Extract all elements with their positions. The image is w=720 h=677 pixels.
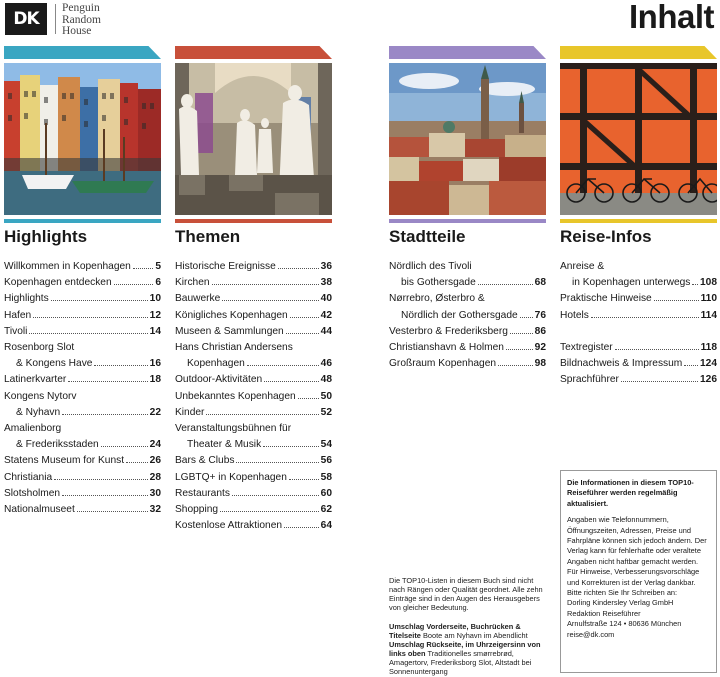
toc-entry[interactable]: [175, 502, 332, 518]
toc-entry-title: Hotels: [560, 309, 589, 321]
toc-entry-title: LGBTQ+ in Kopenhagen: [175, 471, 287, 483]
leader-dots: [114, 284, 154, 285]
leader-dots: [29, 333, 147, 334]
leader-dots: [33, 317, 147, 318]
toc-entry[interactable]: [560, 308, 717, 324]
toc-entry[interactable]: [175, 405, 332, 421]
top10-note: Die TOP10-Listen in diesem Buch sind nicht nach Rängen oder Qualität geordnet. Alle zehn Einträge sind in den Augen des Herausgebers von gleicher Bedeutung.: [389, 576, 543, 612]
toc-entry-title: Nationalmuseet: [4, 504, 75, 516]
toc-page-number: 32: [149, 504, 161, 516]
infobox-address-line: Dorling Kindersley Verlag GmbH: [567, 598, 674, 608]
leader-dots: [684, 365, 698, 366]
toc-list: [4, 259, 161, 518]
toc-list: [389, 259, 546, 372]
section-underline: [175, 219, 332, 223]
toc-page-number: 98: [534, 358, 546, 370]
toc-page-number: 48: [320, 374, 332, 386]
leader-dots: [220, 511, 319, 512]
leader-dots: [264, 381, 318, 382]
toc-entry[interactable]: [175, 421, 332, 453]
toc-entry[interactable]: [389, 340, 546, 356]
leader-dots: [284, 527, 319, 528]
toc-entry[interactable]: [4, 470, 161, 486]
toc-entry[interactable]: [389, 259, 546, 291]
toc-entry-title: Slotsholmen: [4, 487, 61, 499]
toc-entry-title: & Nyhavn: [16, 406, 61, 418]
toc-entry-title: Theater & Musik: [187, 439, 262, 451]
leader-dots: [298, 398, 319, 399]
toc-entry[interactable]: [175, 486, 332, 502]
toc-entry[interactable]: [560, 291, 717, 307]
leader-dots: [101, 446, 148, 447]
toc-page-number: 118: [700, 341, 717, 353]
cover-bold-2: Umschlag Rückseite, im Uhrzeigersinn von links oben: [389, 640, 541, 658]
toc-entry[interactable]: [175, 470, 332, 486]
toc-entry-title: Unbekanntes Kopenhagen: [175, 390, 296, 402]
toc-entry-title: Hans Christian Andersens: [175, 342, 293, 354]
toc-entry[interactable]: [560, 340, 717, 356]
section-title: Reise-Infos: [560, 227, 652, 246]
toc-entry[interactable]: [389, 356, 546, 372]
section-title: Stadtteile: [389, 227, 466, 246]
section-stadtteile: [389, 46, 546, 372]
photo-rooftops: [389, 63, 546, 215]
toc-entry-title: Outdoor-Aktivitäten: [175, 374, 263, 386]
photo-bicycles: [560, 63, 717, 215]
toc-entry[interactable]: [175, 372, 332, 388]
toc-page-number: 24: [149, 439, 161, 451]
logo-divider: [55, 4, 56, 34]
toc-entry[interactable]: [175, 324, 332, 340]
leader-dots: [51, 300, 148, 301]
toc-entry-title: in Kopenhagen unterwegs: [572, 277, 691, 289]
leader-dots: [498, 365, 533, 366]
toc-entry-title: Bauwerke: [175, 293, 221, 305]
section-themen: [175, 46, 332, 534]
toc-entry-title: Anreise &: [560, 261, 605, 272]
toc-page-number: 42: [320, 309, 332, 321]
toc-entry-title: Kostenlose Attraktionen: [175, 520, 283, 532]
leader-dots: [222, 300, 318, 301]
toc-entry-title: Nørrebro, Østerbro &: [389, 293, 485, 305]
toc-entry-title: Tivoli: [4, 325, 28, 337]
toc-entry[interactable]: [4, 275, 161, 291]
toc-page-number: 30: [149, 487, 161, 499]
toc-entry-title: Museen & Sammlungen: [175, 325, 284, 337]
leader-dots: [510, 333, 533, 334]
leader-dots: [654, 300, 699, 301]
leader-dots: [212, 284, 319, 285]
toc-entry[interactable]: [4, 486, 161, 502]
publisher-line: Penguin: [62, 2, 100, 14]
toc-entry[interactable]: [4, 421, 161, 453]
toc-entry[interactable]: [560, 356, 717, 372]
toc-page-number: 6: [155, 277, 161, 289]
section-tab: [175, 46, 332, 59]
toc-page-number: 14: [149, 325, 161, 337]
page-title: Inhalt: [629, 0, 714, 35]
cover-credits: [389, 622, 549, 676]
section-title: Highlights: [4, 227, 88, 246]
section-reise-infos: [560, 46, 717, 388]
toc-page-number: 68: [534, 277, 546, 289]
toc-page-number: 36: [320, 261, 332, 272]
cover-text-2: Traditionelles smørrebrød, Amagertorv, Frederiksborg Slot, Altstadt bei Sonnenuntergang: [389, 649, 532, 676]
toc-entry-title: Restaurants: [175, 487, 230, 499]
toc-entry[interactable]: [4, 372, 161, 388]
leader-dots: [520, 317, 533, 318]
toc-page-number: 58: [320, 471, 332, 483]
toc-page-number: 126: [700, 374, 717, 386]
toc-page-number: 5: [155, 261, 161, 272]
toc-entry[interactable]: [4, 389, 161, 421]
toc-page-number: 10: [149, 293, 161, 305]
leader-dots: [290, 317, 319, 318]
toc-entry-title: Kongens Nytorv: [4, 390, 77, 402]
section-highlights: [4, 46, 161, 518]
section-underline: [560, 219, 717, 223]
toc-list: [175, 259, 332, 534]
leader-dots: [286, 333, 319, 334]
leader-dots: [478, 284, 533, 285]
toc-page-number: 60: [320, 487, 332, 499]
toc-entry[interactable]: [389, 324, 546, 340]
toc-page-number: 38: [320, 277, 332, 289]
leader-dots: [263, 446, 318, 447]
toc-entry[interactable]: [175, 275, 332, 291]
toc-entry[interactable]: [4, 340, 161, 372]
cover-bold-1: Umschlag Vorderseite, Buchrücken & Titelseite: [389, 622, 521, 640]
photo-nyhavn: [4, 63, 161, 215]
infobox-heading: Die Informationen in diesem TOP10-Reiseführer werden regelmäßig aktualisiert.: [567, 478, 694, 508]
toc-page-number: 18: [149, 374, 161, 386]
infobox-address-line: Redaktion Reiseführer: [567, 608, 641, 618]
toc-entry-title: Christianshavn & Holmen: [389, 342, 504, 354]
leader-dots: [278, 268, 319, 269]
toc-entry-title: Königliches Kopenhagen: [175, 309, 288, 321]
toc-entry-title: Shopping: [175, 504, 219, 516]
toc-entry-title: Highlights: [4, 293, 49, 305]
toc-entry[interactable]: [560, 259, 717, 291]
toc-page-number: 26: [149, 455, 161, 467]
toc-entry-title: Sprachführer: [560, 374, 619, 386]
leader-dots: [692, 284, 698, 285]
section-underline: [389, 219, 546, 223]
leader-dots: [77, 511, 148, 512]
toc-entry-title: Kinder: [175, 406, 205, 418]
toc-page-number: 16: [149, 358, 161, 370]
toc-page-number: 54: [320, 439, 332, 451]
leader-dots: [506, 349, 533, 350]
toc-entry[interactable]: [4, 291, 161, 307]
toc-page-number: 86: [534, 325, 546, 337]
toc-page-number: 28: [149, 471, 161, 483]
toc-entry-title: Veranstaltungsbühnen für: [175, 423, 292, 435]
toc-entry-title: Großraum Kopenhagen: [389, 358, 497, 370]
photo-sculptures: [175, 63, 332, 215]
toc-page-number: 92: [534, 342, 546, 354]
toc-page-number: 76: [534, 309, 546, 321]
publisher-logo: [5, 3, 101, 38]
toc-entry-title: Christiania: [4, 471, 53, 483]
infobox-address-line: Arnulfstraße 124 • 80636 München: [567, 619, 682, 629]
toc-page-number: 56: [320, 455, 332, 467]
toc-entry-title: Bildnachweis & Impressum: [560, 358, 683, 370]
toc-entry[interactable]: [175, 453, 332, 469]
leader-dots: [94, 365, 147, 366]
toc-page-number: 52: [320, 406, 332, 418]
section-tab: [4, 46, 161, 59]
toc-entry-title: bis Gothersgade: [401, 277, 476, 289]
leader-dots: [621, 381, 698, 382]
toc-entry-title: Willkommen in Kopenhagen: [4, 261, 131, 272]
leader-dots: [68, 381, 147, 382]
toc-entry[interactable]: [175, 308, 332, 324]
publisher-line: Random: [62, 13, 101, 26]
toc-entry[interactable]: [4, 324, 161, 340]
toc-entry[interactable]: [4, 453, 161, 469]
section-tab: [560, 46, 717, 59]
toc-page-number: 62: [320, 504, 332, 516]
toc-entry-title: & Kongens Have: [16, 358, 93, 370]
toc-entry[interactable]: [389, 291, 546, 323]
toc-list: [560, 259, 717, 388]
toc-entry-title: Bars & Clubs: [175, 455, 235, 467]
toc-page-number: 110: [700, 293, 717, 305]
leader-dots: [54, 479, 148, 480]
toc-page-number: 46: [320, 358, 332, 370]
toc-page-number: 22: [149, 406, 161, 418]
leader-dots: [615, 349, 699, 350]
toc-page-number: 114: [700, 309, 717, 321]
toc-entry[interactable]: [4, 502, 161, 518]
toc-entry-title: Statens Museum for Kunst: [4, 455, 125, 467]
toc-entry[interactable]: [175, 340, 332, 372]
toc-entry-title: Kopenhagen: [187, 358, 245, 370]
toc-entry-title: Vesterbro & Frederiksberg: [389, 325, 508, 337]
toc-entry-title: Nördlich des Tivoli: [389, 261, 472, 272]
leader-dots: [62, 414, 147, 415]
toc-entry-title: & Frederiksstaden: [16, 439, 99, 451]
leader-dots: [133, 268, 153, 269]
toc-entry[interactable]: [175, 389, 332, 405]
leader-dots: [236, 462, 318, 463]
leader-dots: [247, 365, 319, 366]
toc-entry-title: Historische Ereignisse: [175, 261, 276, 272]
leader-dots: [126, 462, 148, 463]
infobox-body: Angaben wie Telefonnummern, Öffnungszeiten, Adressen, Preise und Fahrpläne können sich jedoch ändern. Der Verlag kann für fehlerhafte oder veraltete Angaben nicht haftbar gemacht werden. Für Hinweise, Verbesserungsvorschläge und Korrekturen ist der Verlag dankbar. Bitte richten Sie Ihr Schreiben an:: [567, 515, 707, 598]
publisher-name: [62, 3, 101, 38]
leader-dots: [206, 414, 318, 415]
toc-entry[interactable]: [175, 518, 332, 534]
toc-entry-title: Praktische Hinweise: [560, 293, 652, 305]
toc-page-number: 108: [700, 277, 717, 289]
toc-entry[interactable]: [4, 259, 161, 275]
section-tab: [389, 46, 546, 59]
toc-entry-title: Latinerkvarter: [4, 374, 67, 386]
section-underline: [4, 219, 161, 223]
toc-page-number: 44: [320, 325, 332, 337]
toc-entry-title: Kopenhagen entdecken: [4, 277, 112, 289]
toc-entry[interactable]: [4, 308, 161, 324]
leader-dots: [289, 479, 319, 480]
toc-entry-title: Amalienborg: [4, 423, 62, 435]
infobox-email[interactable]: reise@dk.com: [567, 629, 615, 639]
leader-dots: [591, 317, 699, 318]
toc-page-number: 40: [320, 293, 332, 305]
toc-entry[interactable]: [560, 372, 717, 388]
section-title: Themen: [175, 227, 241, 246]
toc-page-number: 50: [320, 390, 332, 402]
update-info-box: [560, 470, 717, 673]
toc-page-number: 12: [149, 309, 161, 321]
toc-page-number: 64: [320, 520, 332, 532]
cover-text-1: Boote am Nyhavn im Abendlicht: [422, 631, 528, 640]
toc-entry-title: Nördlich der Gothersgade: [401, 309, 518, 321]
toc-entry-title: Kirchen: [175, 277, 210, 289]
toc-entry[interactable]: [175, 259, 332, 275]
toc-entry-title: Rosenborg Slot: [4, 342, 75, 354]
dk-logo: DK: [5, 3, 47, 35]
publisher-line: House: [62, 25, 92, 37]
toc-entry-title: Textregister: [560, 341, 613, 353]
toc-page-number: 124: [700, 358, 717, 370]
toc-entry[interactable]: [175, 291, 332, 307]
toc-entry-title: Hafen: [4, 309, 32, 321]
leader-dots: [232, 495, 319, 496]
leader-dots: [62, 495, 148, 496]
